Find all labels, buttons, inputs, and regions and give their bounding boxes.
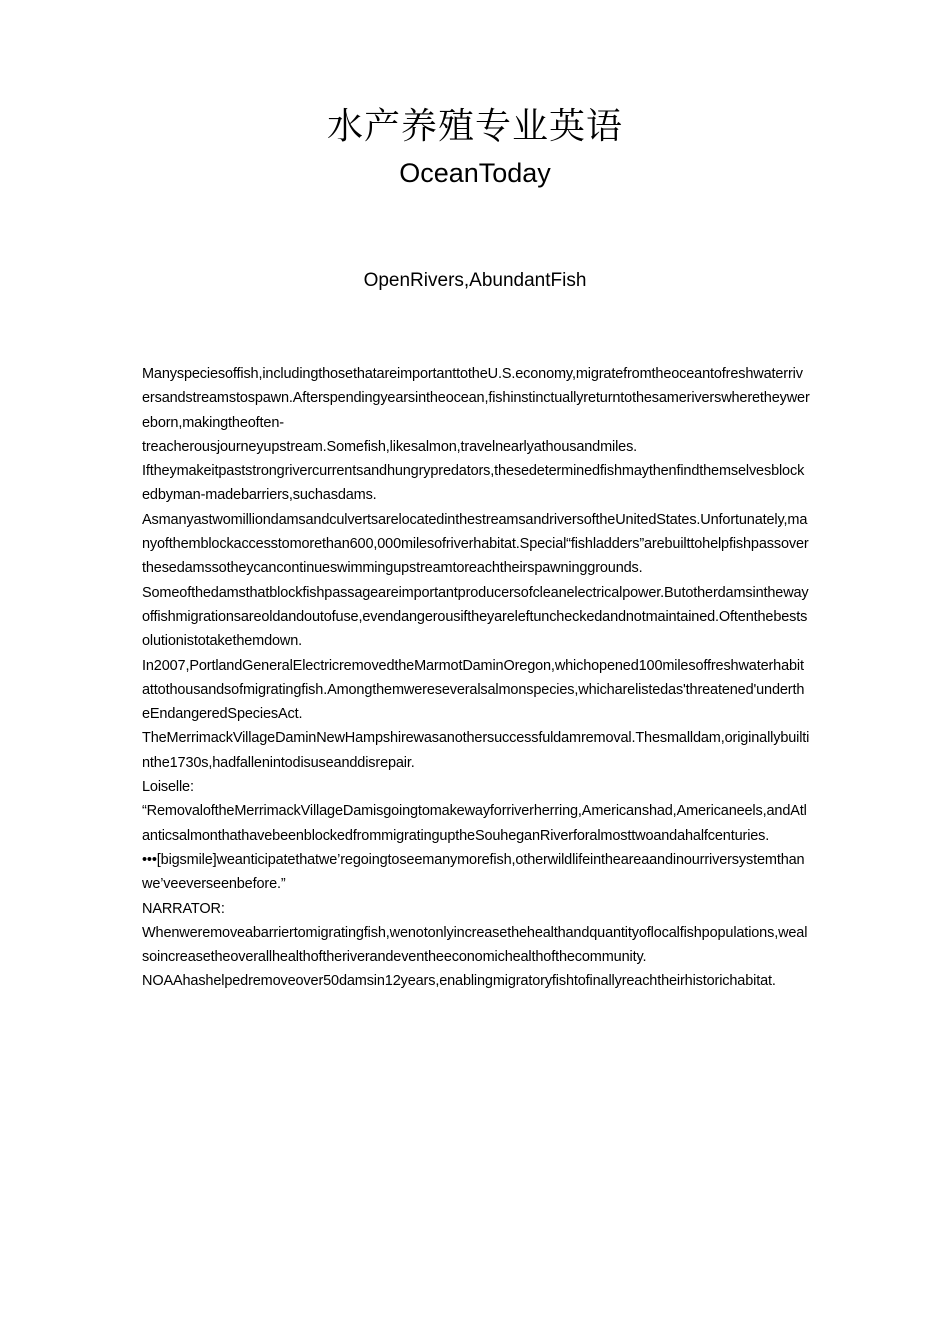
paragraph: Manyspeciesoffish,includingthosethatareimportanttotheU.S.economy,migratefromtheoceantofreshwaterriversandstreamstospawn.Afterspendingyearsintheocean,fishinstinctuallyreturntothesameriverswheretheywereborn,makingtheoften-: [142, 366, 810, 431]
speaker-label: NARRATOR:: [142, 900, 225, 917]
paragraph: Iftheymakeitpaststrongrivercurrentsandhungrypredators,thesedeterminedfishmaythenfindthemselvesblockedbyman-madebarriers,suchasdams.: [142, 463, 805, 504]
paragraph: AsmanyastwomilliondamsandculvertsarelocatedinthestreamsandriversoftheUnitedStates.Unfortunately,manyofthemblockaccesstomorethan600,000milesofriverhabitat.Special“fishladders”arebuilttohelpfishpassoverthesedamssotheycancontinueswimmingupstreamtoreachtheirspawninggrounds.: [142, 511, 809, 577]
paragraph: treacherousjourneyupstream.Somefish,likesalmon,travelnearlyathousandmiles.: [142, 438, 638, 455]
paragraph: In2007,PortlandGeneralElectricremovedtheMarmotDaminOregon,whichopened100milesoffreshwaterhabitattothousandsofmigratingfish.Amongthemwereseveralsalmonspecies,whicharelistedas'threatened'undertheEndangeredSpeciesAct.: [142, 657, 805, 723]
document-title-english: OceanToday: [399, 158, 551, 188]
paragraph: NOAAhashelpedremoveover50damsin12years,enablingmigratoryfishtofinallyreachtheirhistorichabitat.: [142, 973, 776, 990]
quote-paragraph: “RemovaloftheMerrimackVillageDamisgoingtomakewayforriverherring,Americanshad,Americaneels,andAtlanticsalmonthathavebeenblockedfrommigratinguptheSouheganRiverforalmosttwoandahalfcenturies.: [142, 803, 807, 844]
paragraph: TheMerrimackVillageDaminNewHampshirewasanothersuccessfuldamremoval.Thesmalldam,originallybuiltinthe1730s,hadfallenintodisuseanddisrepair.: [142, 730, 810, 771]
paragraph: Whenweremoveabarriertomigratingfish,wenotonlyincreasethehealthandquantityoflocalfishpopulations,wealsoincreasetheoverallhealthoftheriverandeventheeconomichealthofthecommunity.: [142, 924, 808, 966]
article-subtitle: OpenRivers,AbundantFish: [363, 270, 587, 291]
paragraph: Someofthedamsthatblockfishpassageareimportantproducersofcleanelectricalpower.Butotherdamsinthewayoffishmigrationsareoldandoutofuse,evendangerousiftheyareleftuncheckedandnotmaintained.Oftenthebestsolutionistotakethemdown.: [142, 584, 809, 650]
quote-paragraph: •••[bigsmile]weanticipatethatwe’regoingtoseemanymorefish,otherwildlifeintheareaandinourriversystemthanwe’veeverseenbefore.”: [142, 851, 805, 893]
speaker-label: Loiselle:: [142, 779, 194, 796]
document-title-chinese: 水产养殖专业英语: [326, 106, 623, 147]
article-body: [142, 362, 810, 994]
